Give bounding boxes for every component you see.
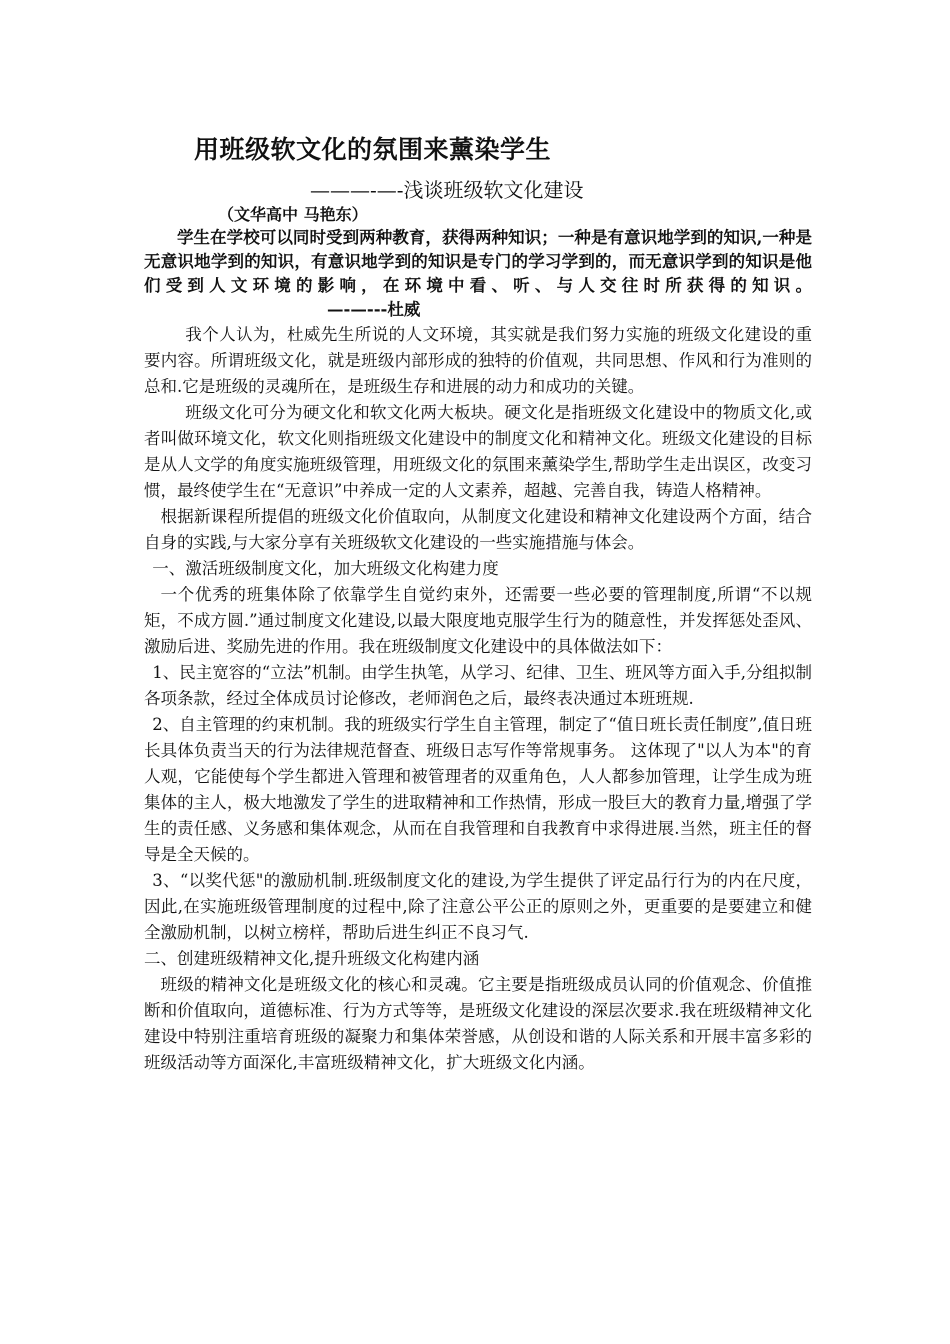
epigraph-text: 学生在学校可以同时受到两种教育，获得两种知识；一种是有意识地学到的知识,一种是无意识地学到的知识，有意识地学到的知识是专门的学习学到的，而无意识学到的知识是他们受到人文环境的影响，在环境中看、听、与人交往时所获得的知识。 (144, 228, 812, 295)
paragraph: 根据新课程所提倡的班级文化价值取向，从制度文化建设和精神文化建设两个方面，结合自身的实践,与大家分享有关班级软文化建设的一些实施措施与体会。 (144, 507, 812, 552)
epigraph-signature: —-—---杜威 (327, 300, 421, 319)
paragraph: 一个优秀的班集体除了依靠学生自觉约束外，还需要一些必要的管理制度,所谓“不以规矩，不成方圆.”通过制度文化建设,以最大限度地克服学生行为的随意性，并发挥惩处歪风、激励后进、奖励先进的作用。我在班级制度文化建设中的具体做法如下： (144, 585, 812, 656)
section-heading: 一、激活班级制度文化，加大班级文化构建力度 (152, 559, 499, 578)
document-subtitle: ———-—-浅谈班级软文化建设 (310, 178, 584, 202)
list-item: 2、自主管理的约束机制。我的班级实行学生自主管理，制定了“值日班长责任制度”,值日班长具体负责当天的行为法律规范督查、班级日志写作等常规事务。 这体现了"以人为本"的育人观，它能使每个学生都进入管理和被管理者的双重角色，人人都参加管理，让学生成为班集体的主人，极大地激发了学生的进取精神和工作热情，形成一股巨大的教育力量,增强了学生的责任感、义务感和集体观念，从而在自我管理和自我教育中求得进展.当然，班主任的督导是全天候的。 (144, 715, 812, 864)
author-line: （文华高中 马艳东） (218, 205, 368, 224)
paragraph: 班级文化可分为硬文化和软文化两大板块。硬文化是指班级文化建设中的物质文化,或者叫做环境文化，软文化则指班级文化建设中的制度文化和精神文化。班级文化建设的目标是从人文学的角度实施班级管理，用班级文化的氛围来薰染学生,帮助学生走出误区，改变习惯，最终使学生在“无意识”中养成一定的人文素养，超越、完善自我，铸造人格精神。 (144, 403, 812, 500)
paragraph: 我个人认为，杜威先生所说的人文环境，其实就是我们努力实施的班级文化建设的重要内容。所谓班级文化，就是班级内部形成的独特的价值观，共同思想、作风和行为准则的总和.它是班级的灵魂所在，是班级生存和进展的动力和成功的关键。 (144, 325, 812, 396)
list-item: 3、“以奖代惩"的激励机制.班级制度文化的建设,为学生提供了评定品行行为的内在尺度，因此,在实施班级管理制度的过程中,除了注意公平公正的原则之外，更重要的是要建立和健全激励机制，以树立榜样，帮助后进生纠正不良习气. (144, 871, 812, 942)
document-title: 用班级软文化的氛围来薰染学生 (194, 135, 552, 164)
document-body (144, 226, 812, 1076)
paragraph: 班级的精神文化是班级文化的核心和灵魂。它主要是指班级成员认同的价值观念、价值推断和价值取向，道德标准、行为方式等等，是班级文化建设的深层次要求.我在班级精神文化建设中特别注重培育班级的凝聚力和集体荣誉感，从创设和谐的人际关系和开展丰富多彩的班级活动等方面深化,丰富班级精神文化，扩大班级文化内涵。 (144, 975, 812, 1072)
section-heading: 二、创建班级精神文化,提升班级文化构建内涵 (144, 949, 480, 968)
epigraph-quote (144, 226, 812, 322)
list-item: 1、民主宽容的“立法”机制。由学生执笔，从学习、纪律、卫生、班风等方面入手,分组拟制各项条款，经过全体成员讨论修改，老师润色之后，最终表决通过本班班规. (144, 663, 812, 708)
